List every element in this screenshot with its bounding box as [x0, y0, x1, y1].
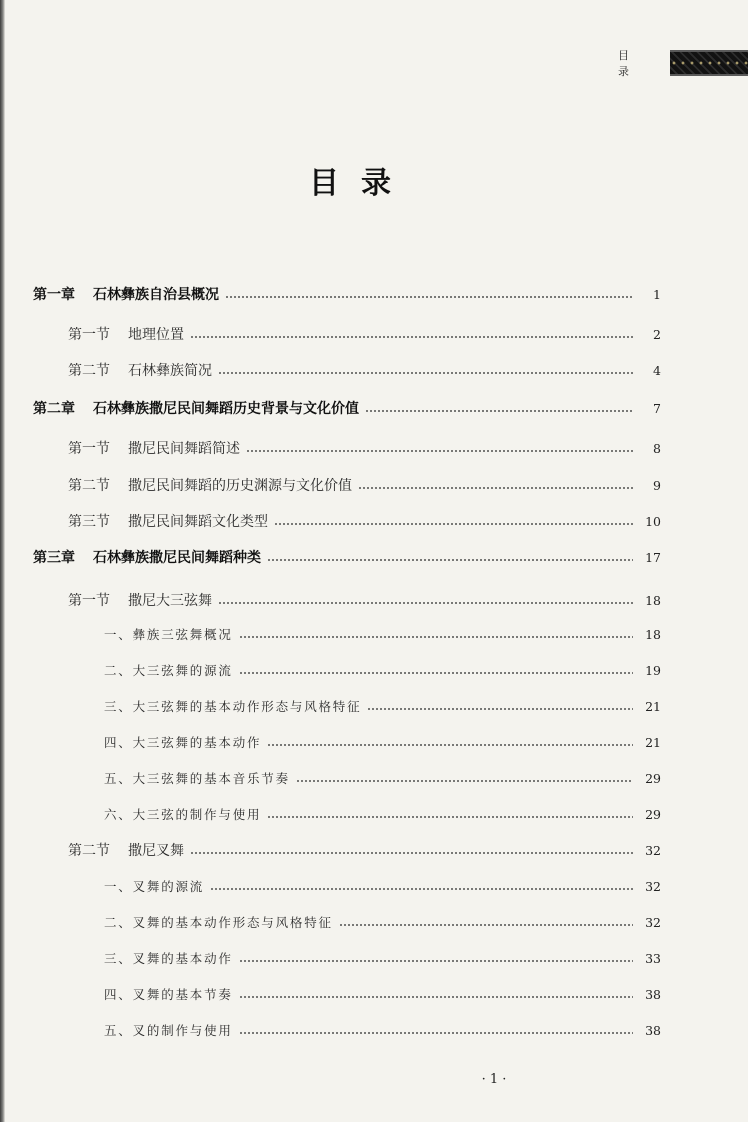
toc-entry-page-number: 32	[645, 914, 661, 930]
toc-entry-title: 大三弦舞的基本动作	[132, 735, 262, 750]
toc-entry-chapter	[0, 282, 748, 306]
toc-entry-title: 地理位置	[128, 327, 184, 343]
toc-entry-title: 大三弦的制作与使用	[132, 807, 262, 822]
toc-entry-item	[0, 1018, 748, 1042]
toc-entry-page-number: 33	[645, 950, 661, 966]
toc-dot-leader	[267, 730, 633, 754]
toc-entry-page-number: 4	[653, 362, 661, 378]
toc-entry-label: 四、	[104, 987, 133, 1002]
toc-entry-item	[0, 622, 748, 646]
toc-entry-page-number: 18	[645, 626, 661, 642]
toc-dot-leader	[274, 509, 633, 533]
toc-dot-leader	[296, 766, 633, 790]
toc-entry-page-number: 8	[653, 440, 661, 456]
toc-entry-section	[0, 473, 748, 497]
toc-entry-page-number: 38	[645, 986, 661, 1002]
toc-entry-page-number: 38	[645, 1022, 661, 1038]
toc-entry-title: 大三弦舞的源流	[132, 663, 233, 678]
toc-entry-page-number: 10	[645, 513, 661, 529]
toc-entry-title: 叉舞的源流	[132, 879, 205, 894]
toc-dot-leader	[358, 473, 633, 497]
toc-entry-page-number: 9	[653, 477, 661, 493]
toc-entry-item	[0, 730, 748, 754]
toc-dot-leader	[367, 694, 633, 718]
toc-entry-label: 第二节	[68, 363, 110, 379]
toc-entry-label: 第一节	[68, 593, 110, 609]
toc-entry-title: 石林彝族撒尼民间舞蹈种类	[93, 550, 261, 566]
toc-entry-chapter	[0, 545, 748, 569]
toc-entry-label: 四、	[104, 735, 133, 750]
toc-entry-section	[0, 838, 748, 862]
toc-entry-page-number: 2	[653, 326, 661, 342]
toc-dot-leader	[190, 322, 633, 346]
toc-dot-leader	[239, 1018, 633, 1042]
toc-entry-chapter	[0, 396, 748, 420]
toc-entry-label: 二、	[104, 663, 133, 678]
toc-entry-label: 五、	[104, 1023, 133, 1038]
toc-entry-title: 石林彝族撒尼民间舞蹈历史背景与文化价值	[93, 401, 359, 417]
page-title-char: 目	[309, 166, 339, 201]
page-title	[0, 158, 700, 202]
running-header-label: 目 录	[618, 49, 639, 78]
toc-dot-leader	[218, 358, 633, 382]
toc-entry-item	[0, 982, 748, 1006]
toc-entry-label: 第一章	[33, 287, 75, 303]
toc-dot-leader	[246, 436, 633, 460]
toc-dot-leader	[239, 946, 633, 970]
toc-entry-title: 大三弦舞的基本音乐节奏	[132, 771, 290, 786]
toc-entry-section	[0, 358, 748, 382]
toc-entry-page-number: 21	[645, 698, 661, 714]
toc-dot-leader	[239, 982, 633, 1006]
toc-entry-title: 撒尼民间舞蹈文化类型	[128, 514, 268, 530]
toc-entry-title: 撒尼大三弦舞	[128, 593, 212, 609]
toc-entry-page-number: 19	[645, 662, 661, 678]
toc-entry-title: 叉舞的基本节奏	[132, 987, 233, 1002]
toc-entry-label: 五、	[104, 771, 133, 786]
toc-entry-page-number: 7	[653, 400, 661, 416]
toc-entry-page-number: 21	[645, 734, 661, 750]
toc-dot-leader	[239, 622, 633, 646]
toc-entry-title: 叉舞的基本动作形态与风格特征	[132, 915, 333, 930]
toc-entry-page-number: 1	[653, 286, 661, 302]
toc-entry-page-number: 29	[645, 770, 661, 786]
toc-entry-title: 撒尼民间舞蹈简述	[128, 441, 240, 457]
toc-entry-item	[0, 910, 748, 934]
toc-entry-title: 彝族三弦舞概况	[132, 627, 233, 642]
toc-dot-leader	[190, 838, 633, 862]
toc-entry-section	[0, 509, 748, 533]
toc-entry-title: 大三弦舞的基本动作形态与风格特征	[132, 699, 362, 714]
toc-dot-leader	[218, 588, 633, 612]
toc-dot-leader	[225, 282, 633, 306]
decorative-pattern-band	[670, 50, 748, 76]
toc-entry-label: 第一节	[68, 441, 110, 457]
page-number: · 1 ·	[481, 1072, 507, 1087]
toc-dot-leader	[365, 396, 633, 420]
toc-entry-label: 六、	[104, 807, 133, 822]
toc-entry-label: 第三章	[33, 550, 75, 566]
running-header	[618, 49, 748, 78]
page-title-char: 录	[361, 166, 391, 201]
toc-entry-item	[0, 802, 748, 826]
toc-entry-title: 撒尼民间舞蹈的历史渊源与文化价值	[128, 478, 352, 494]
toc-entry-title: 撒尼叉舞	[128, 843, 184, 859]
toc-entry-page-number: 29	[645, 806, 661, 822]
toc-dot-leader	[267, 545, 633, 569]
toc-dot-leader	[267, 802, 633, 826]
toc-entry-title: 叉舞的基本动作	[132, 951, 233, 966]
toc-entry-label: 一、	[104, 879, 133, 894]
toc-entry-item	[0, 694, 748, 718]
toc-entry-page-number: 32	[645, 878, 661, 894]
toc-entry-page-number: 18	[645, 592, 661, 608]
toc-entry-label: 第三节	[68, 514, 110, 530]
toc-entry-label: 第一节	[68, 327, 110, 343]
toc-entry-section	[0, 322, 748, 346]
toc-entry-page-number: 32	[645, 842, 661, 858]
toc-entry-title: 石林彝族自治县概况	[93, 287, 219, 303]
toc-entry-title: 叉的制作与使用	[132, 1023, 233, 1038]
toc-dot-leader	[339, 910, 633, 934]
toc-entry-label: 第二章	[33, 401, 75, 417]
toc-entry-label: 三、	[104, 951, 133, 966]
toc-entry-item	[0, 766, 748, 790]
toc-entry-section	[0, 588, 748, 612]
toc-entry-label: 二、	[104, 915, 133, 930]
toc-entry-label: 三、	[104, 699, 133, 714]
toc-entry-item	[0, 874, 748, 898]
toc-entry-label: 一、	[104, 627, 133, 642]
toc-entry-page-number: 17	[645, 549, 661, 565]
toc-entry-label: 第二节	[68, 843, 110, 859]
toc-entry-item	[0, 946, 748, 970]
toc-entry-title: 石林彝族简况	[128, 363, 212, 379]
toc-entry-label: 第二节	[68, 478, 110, 494]
toc-entry-item	[0, 658, 748, 682]
toc-dot-leader	[239, 658, 633, 682]
toc-entry-section	[0, 436, 748, 460]
toc-dot-leader	[210, 874, 633, 898]
